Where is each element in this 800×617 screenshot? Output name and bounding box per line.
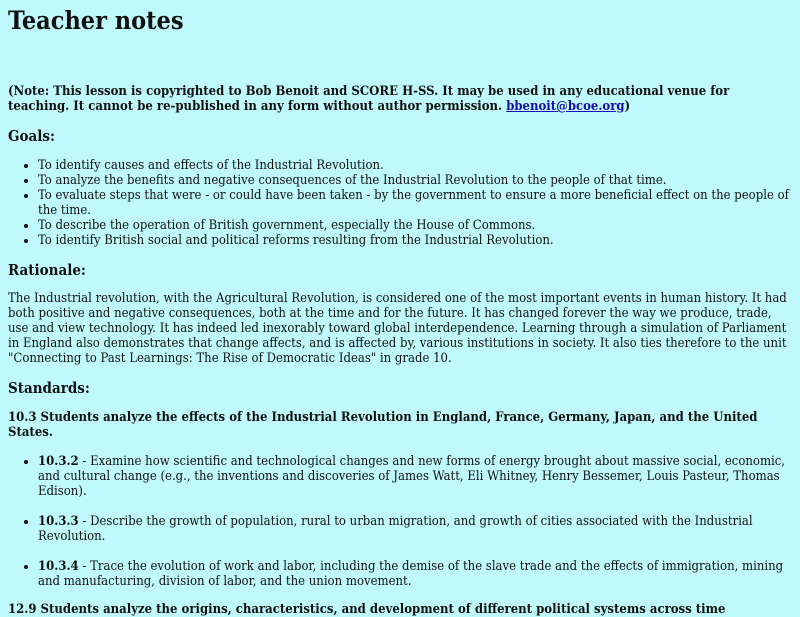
standard-code: 10.3.3: [38, 514, 79, 529]
list-item: • To identify causes and effects of the Industrial Revolution.: [38, 158, 792, 173]
goals-heading: Goals:: [8, 127, 55, 145]
copyright-note: [8, 84, 792, 114]
list-item: [38, 454, 792, 499]
list-item: • To evaluate steps that were - or could have been taken - by the government to ensure a more beneficial effect on the people of the time.: [38, 188, 792, 218]
page-title: Teacher notes: [8, 6, 184, 35]
list-item: [38, 514, 792, 544]
standard-text: - Describe the growth of population, rural to urban migration, and growth of cities associated with the Industrial Revolution.: [38, 514, 753, 544]
goals-list: [8, 158, 792, 248]
standard-text: - Trace the evolution of work and labor, including the demise of the slave trade and the effects of immigration, mining and manufacturing, division of labor, and the union movement.: [38, 559, 784, 589]
standard-code: 10.3.2: [38, 454, 79, 469]
list-item: • To describe the operation of British government, especially the House of Commons.: [38, 218, 792, 233]
list-item: [38, 559, 792, 589]
standards-heading: Standards:: [8, 379, 90, 397]
standard-10-3: 10.3 Students analyze the effects of the Industrial Revolution in England, France, Germany, Japan, and the United States.: [8, 410, 758, 440]
rationale-text: The Industrial revolution, with the Agricultural Revolution, is considered one of the most important events in human history. It had both positive and negative consequences, both at the time and for the future. It has changed forever the way we produce, trade, use and view technology. It has indeed led inexorably toward global interdependence. Learning through a simulation of Parliament in England also demonstrates that change affects, and is affected by, various institutions in society. It also ties therefore to the unit "Connecting to Past Learnings: The Rise of Democratic Ideas" in grade 10.: [8, 291, 787, 366]
list-item: • To identify British social and political reforms resulting from the Industrial Revolution.: [38, 233, 792, 248]
standard-code: 10.3.4: [38, 559, 79, 574]
standards-list: [8, 454, 792, 589]
page-content: [0, 6, 800, 617]
note-text: (Note: This lesson is copyrighted to Bob Benoit and SCORE H-SS. It may be used in any educational venue for teaching. It cannot be re-published in any form without author permission.: [8, 84, 730, 114]
standard-12-9: 12.9 Students analyze the origins, characteristics, and development of different political systems across time: [8, 602, 726, 617]
note-close: ): [624, 99, 631, 114]
list-item: • To analyze the benefits and negative consequences of the Industrial Revolution to the people of that time.: [38, 173, 792, 188]
author-email-link[interactable]: bbenoit@bcoe.org: [506, 99, 625, 114]
standard-text: - Examine how scientific and technological changes and new forms of energy brought about massive social, economic, and cultural change (e.g., the inventions and discoveries of James Watt, Eli Whitney, Henry Bessemer, Louis Pasteur, Thomas Edison).: [38, 454, 786, 499]
rationale-heading: Rationale:: [8, 261, 86, 279]
